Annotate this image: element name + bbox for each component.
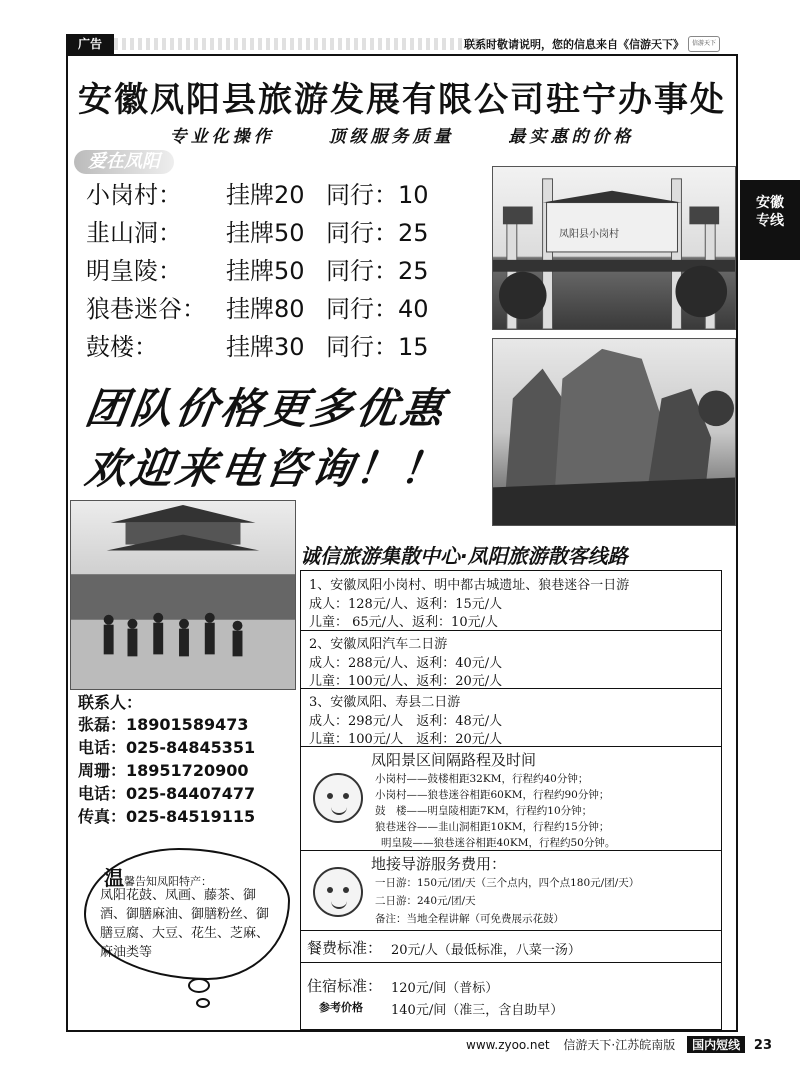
contact-list [78,690,298,827]
guide-fee-day2: 二日游：240元/团/天 [375,895,476,907]
reference-price-label: 参考价格 [319,1001,363,1014]
spot-name: 小岗村： [86,181,182,209]
guide-fee-title: 地接导游服务费用： [371,855,507,873]
slogan-2: 顶级服务质量 [328,127,455,147]
route-2 [301,631,721,689]
spot-name: 鼓楼： [86,333,158,361]
specialty-cloud [84,848,290,980]
reference-price-value: 140元/间（准三，含自助早） [391,1003,564,1018]
list-price: 挂牌30 [226,333,305,361]
peer-price: 同行：15 [326,333,429,361]
lodging-section [301,963,721,1029]
route-1 [301,571,721,631]
page-number: 23 [753,1038,772,1053]
distance-line: 小岗村——狼巷迷谷相距60KM，行程约90分钟； [375,789,610,801]
footer-edition: 信游天下·江苏皖南版 [563,1038,676,1052]
promo-line-2: 欢迎来电咨询！！ [82,444,450,493]
price-row [86,176,486,214]
distance-line: 鼓 楼——明皇陵相距7KM，行程约10分钟； [375,805,593,817]
peer-price: 同行：25 [326,219,429,247]
ticket-price-list [86,176,486,366]
route-adult-price: 成人：298元/人 返利：48元/人 [309,714,503,729]
village-gate-photo [492,166,736,330]
route-adult-price: 成人：288元/人、返利：40元/人 [309,656,503,671]
contact-label: 电话： [78,738,127,757]
side-tab-line1: 安徽 [756,195,784,211]
routes-table [300,570,722,1030]
contact-value: 025-84519115 [126,807,256,826]
footer-section-badge: 国内短线 [687,1036,745,1053]
route-name: 2、安徽凤阳汽车二日游 [309,637,448,652]
route-section-title: 诚信旅游集散中心·凤阳旅游散客线路 [300,544,628,568]
magazine-logo-icon: 信游天下 [688,36,720,52]
lodging-label: 住宿标准： [307,977,383,995]
page-footer [466,1036,772,1052]
mascot-icon [313,773,363,823]
route-3 [301,689,721,747]
gate-sign-text: 凤阳县小岗村 [559,229,619,240]
contact-row [78,712,298,735]
list-price: 挂牌50 [226,219,305,247]
cloud-heading-big: 温 [104,866,124,890]
spot-name: 韭山洞： [86,219,182,247]
side-section-tab [740,180,800,260]
company-title: 安徽凤阳县旅游发展有限公司驻宁办事处 [78,80,726,120]
spot-name: 明皇陵： [86,257,182,285]
route-child-price: 儿童：100元/人 返利：20元/人 [309,732,503,747]
lodging-value: 120元/间（普标） [391,981,499,996]
spot-name: 狼巷迷谷： [86,295,206,323]
meal-label: 餐费标准： [307,939,383,957]
contact-heading: 联系人： [78,693,143,712]
peer-price: 同行：10 [326,181,429,209]
meal-value: 20元/人（最低标准，八菜一汤） [391,943,581,958]
top-bar [66,34,720,54]
contact-value: 025-84407477 [126,784,256,803]
mascot-icon [313,867,363,917]
contact-label: 传真： [78,807,127,826]
distance-line: 狼巷迷谷——韭山洞相距10KM，行程约15分钟； [375,821,610,833]
tagline-badge: 爱在凤阳 [74,150,174,174]
contact-label: 张磊： [78,715,127,734]
list-price: 挂牌20 [226,181,305,209]
footer-url: www.zyoo.net [466,1038,550,1052]
contact-row [78,781,298,804]
peer-price: 同行：25 [326,257,429,285]
meal-section [301,931,721,963]
cloud-bubble [196,998,210,1008]
list-price: 挂牌80 [226,295,305,323]
contact-row [78,735,298,758]
distance-line: 小岗村——鼓楼相距32KM，行程约40分钟； [375,773,589,785]
contact-row [78,758,298,781]
ad-label: 广告 [66,34,114,54]
route-child-price: 儿童： 65元/人、返利：10元/人 [309,615,498,630]
contact-row [78,804,298,827]
side-tab-line2: 专线 [756,213,784,229]
distance-section [301,747,721,851]
price-row [86,290,486,328]
contact-label: 电话： [78,784,127,803]
drum-tower-illustration [71,501,295,689]
list-price: 挂牌50 [226,257,305,285]
source-note: 联系时敬请说明，您的信息来自《信游天下》 [464,38,684,51]
distance-line: 明皇陵——狼巷迷谷相距40KM，行程约50分钟。 [381,837,616,849]
specialty-list: 凤阳花鼓、凤画、藤茶、御酒、御膳麻油、御膳粉丝、御膳豆腐、大豆、花生、芝麻、麻油类等 [100,888,270,960]
stone-valley-illustration [493,339,735,525]
distance-title: 凤阳景区间隔路程及时间 [371,751,537,769]
slogan-1: 专业化操作 [169,127,275,147]
guide-fee-day1: 一日游：150元/团/天（三个点内，四个点180元/团/天） [375,877,640,889]
slogan-line [68,122,736,147]
route-child-price: 儿童：100元/人、返利：20元/人 [309,674,503,689]
village-gate-illustration [493,167,735,329]
contact-value: 18901589473 [126,715,249,734]
route-adult-price: 成人：128元/人、返利：15元/人 [309,597,503,612]
price-row [86,214,486,252]
route-name: 3、安徽凤阳、寿县二日游 [309,695,461,710]
promo-line-1: 团队价格更多优惠 [82,384,450,433]
peer-price: 同行：40 [326,295,429,323]
guide-fee-section [301,851,721,931]
route-name: 1、安徽凤阳小岗村、明中都古城遗址、狼巷迷谷一日游 [309,578,630,593]
price-row [86,328,486,366]
price-row [86,252,486,290]
stone-valley-photo [492,338,736,526]
contact-value: 025-84845351 [126,738,256,757]
contact-value: 18951720900 [126,761,249,780]
slogan-3: 最实惠的价格 [508,127,635,147]
decorative-strip [114,38,504,50]
drum-tower-photo [70,500,296,690]
contact-label: 周珊： [78,761,127,780]
cloud-bubble [188,978,210,993]
guide-fee-note: 备注：当地全程讲解（可免费展示花鼓） [375,913,564,925]
cloud-heading-small: 馨告知凤阳特产： [124,875,212,888]
